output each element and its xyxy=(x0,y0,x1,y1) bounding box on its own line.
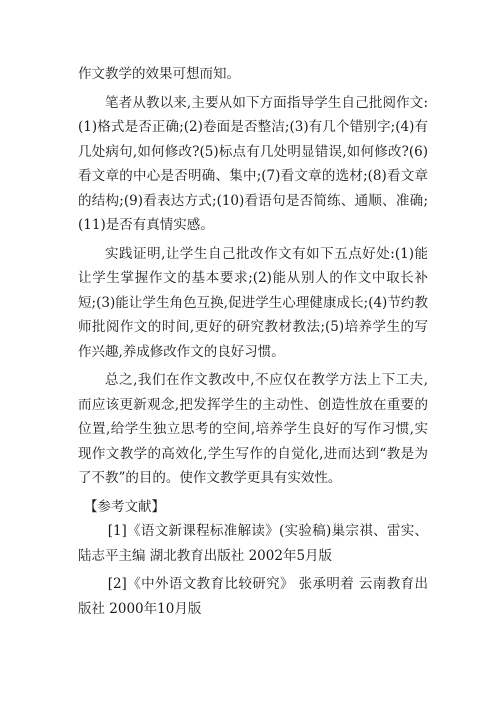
paragraph-conclusion: 总之,我们在作文教改中,不应仅在教学方法上下工夫,而应该更新观念,把发挥学生的主动性、创造性放在重要的位置,给学生独立思考的空间,培养学生良好的写作习惯,实现作文教学的高效化,学生写作的自觉化,进而达到“教是为了不教”的目的。使作文教学更具有实效性。 xyxy=(78,372,428,486)
paragraph-continuation: 作文教学的效果可想而知。 xyxy=(78,66,240,82)
paragraph-benefits: 实践证明,让学生自己批改作文有如下五点好处:(1)能让学生掌握作文的基本要求;(2)能从别人的作文中取长补短;(3)能让学生角色互换,促进学生心理健康成长;(4)节约教师批阅作文的时间,更好的研究教材教法;(5)培养学生的写作兴趣,养成修改作文的良好习惯。 xyxy=(78,245,428,360)
reference-item: [2]《中外语文教育比较研究》 张承明着 云南教育出版社 2000年10月版 xyxy=(78,576,428,617)
document-body xyxy=(78,62,428,621)
reference-item: [1]《语文新课程标准解读》(实验稿)巢宗祺、雷实、陆志平主编 湖北教育出版社 2002年5月版 xyxy=(78,523,428,564)
paragraph-method: 笔者从教以来,主要从如下方面指导学生自己批阅作文:(1)格式是否正确;(2)卷面是否整洁;(3)有几个错别字;(4)有几处病句,如何修改?(5)标点有几处明显错误,如何修改?(6)看文章的中心是否明确、集中;(7)看文章的选材;(8)看文章的结构;(9)看表达方式;(10)看语句是否简练、通顺、准确;(11)是否有真情实感。 xyxy=(78,94,428,233)
references-heading: 【参考文献】 xyxy=(84,498,165,515)
